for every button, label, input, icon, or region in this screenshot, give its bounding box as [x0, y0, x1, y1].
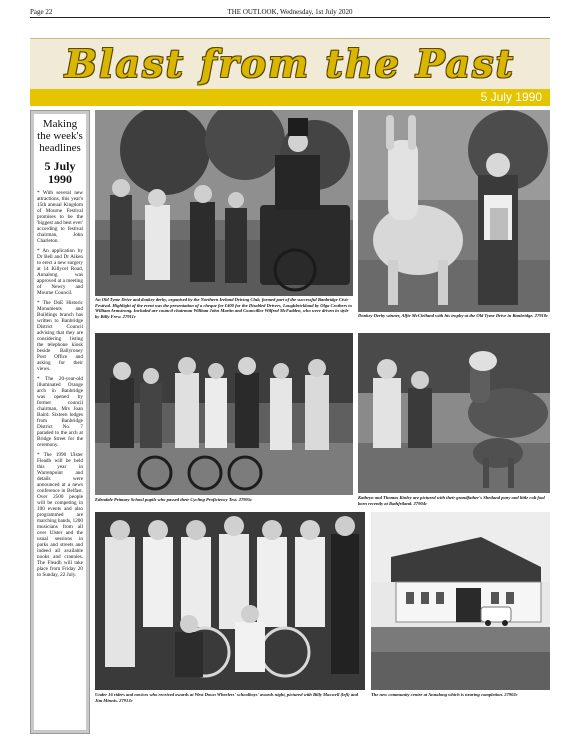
- photo-donkey-winner: [358, 110, 550, 312]
- photo-cycle-riders: [95, 512, 365, 690]
- pony-photo-art: [358, 333, 550, 493]
- headline-item: * The 20-year-old illuminated Orange arch in Banbridge was opened by former council chairman, Mrs Joan Baird. Sixteen lodges from Banbridge District No. 7 paraded to the arch at Bridge Street for the ceremony.: [37, 376, 83, 448]
- headlines-sidebar: [30, 110, 90, 734]
- headline-item: * An application by Dr Bell and Dr Aiken to erect a new surgery at 14 Killycel Road, Annalong was approved at a meeting of Newry and Mourne Council.: [37, 248, 83, 296]
- photo-school-cyclists: [95, 333, 353, 495]
- date-band: [30, 89, 550, 106]
- headline-item: * With several new attractions, this year's 15th annual Kingdom of Mourne Festival promises to be the 'biggest and best ever' according to festival chairman, John Charleton.: [37, 190, 83, 244]
- headline-item: * The 1990 Ulster Fleadh will be held this year in Warrenpoint and details were announced at a news conference in Belfast. Over 2500 people will be competing in 100 events and also programmed are marching bands, 1200 musicians from all over Ulster and the usual sessions in parks and streets and indeed all available nooks and crannies. The Fleadh will take place from Friday 20 to Sunday, 22 July.: [37, 452, 83, 578]
- banner-title: Blast from the Past: [64, 41, 516, 86]
- sidebar-content: [34, 114, 86, 730]
- caption-school: Edendale Primary School pupils who passed their Cycling Proficiency Test. 27905c: [95, 497, 253, 502]
- masthead-rule: [30, 17, 550, 18]
- caption-centre: The new community centre at Annalong which is nearing completion. 27902c: [371, 692, 518, 697]
- section-banner: [30, 38, 550, 92]
- caption-riders: Under 16 riders and novices who received awards at West Down Wheelers' schoolboys' awards night, pictured with Billy Maxwell (left) and Jim Minnis. 27913c: [95, 692, 359, 703]
- photo-shetland-pony: [358, 333, 550, 493]
- caption-donkey: Donkey Derby winner, Alfie McClelland with his trophy at the Old Tyme Drive in Banbridge. 27910c: [358, 313, 549, 318]
- headline-item: * The DoE Historic Monuments and Buildings branch has written to Banbridge District Council advising that they are considering listing the telephone kiosk beside Ballyroney Post Office and asking for their views.: [37, 300, 83, 372]
- riders-photo-art: [95, 512, 365, 690]
- photo-community-centre: [371, 512, 550, 690]
- paper-title: THE OUTLOOK, Wednesday, 1st July 2020: [227, 8, 353, 16]
- sidebar-date: 5 July 1990: [44, 159, 76, 186]
- caption-pony: Kathryn and Thomas Kinley are pictured with their grandfather's Shetland pony and little colt foal born recently at Rathfriland. 27904c: [358, 495, 545, 506]
- page-number: Page 22: [30, 8, 53, 16]
- caption-derby: An Old Tyme Drive and donkey derby, organised by the Northern Ireland Driving Club, formed part of the successful Banbridge Civic Festival. Highlight of the event was the presentation of a cheque for £400 for the Disabled Drivers, Loughbrickland by Olga Crothers to William Armstrong. Included are council chairman William John Martin and Councillor Wilfred McFadden, who were driven in style by Billy Frew. 27911c: [95, 297, 352, 319]
- derby-photo-art: [95, 110, 353, 296]
- sidebar-heading: Making the week's headlines: [37, 118, 83, 154]
- banner-date: 5 July 1990: [480, 90, 542, 104]
- centre-photo-art: [371, 512, 550, 690]
- school-photo-art: [95, 333, 353, 495]
- photo-derby-presentation: [95, 110, 353, 296]
- donkey-photo-art: [358, 110, 550, 312]
